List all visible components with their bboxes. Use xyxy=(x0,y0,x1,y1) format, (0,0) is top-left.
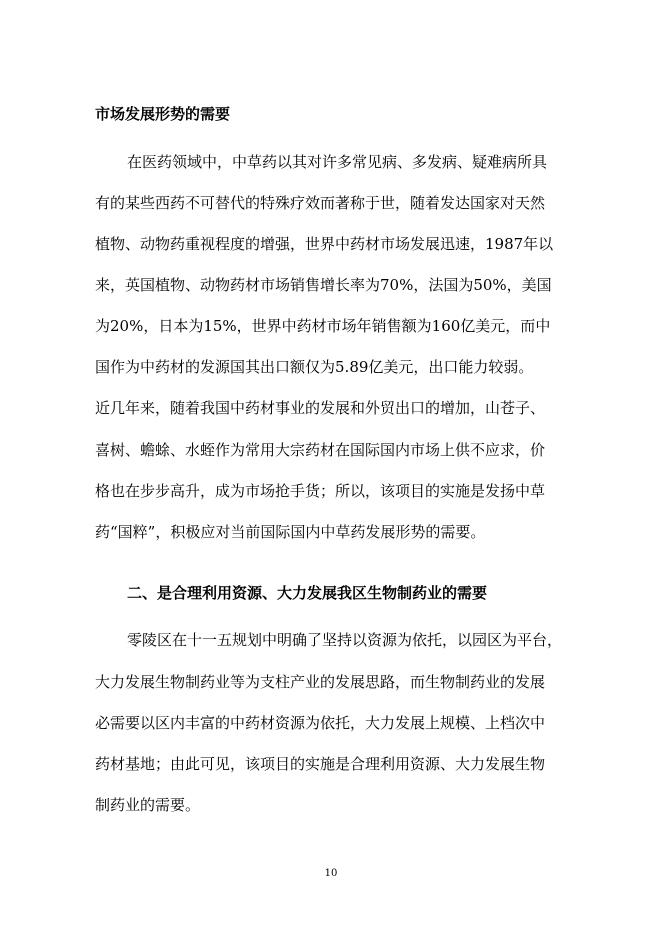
paragraph-line: 植物、动物药重视程度的增强，世界中药材市场发展迅速，1987年以 xyxy=(95,235,554,253)
paragraph-line: 必需要以区内丰富的中药材资源为依托，大力发展上规模、上档次中 xyxy=(95,714,546,732)
paragraph-line: 近几年来，随着我国中药材事业的发展和外贸出口的增加，山苍子、 xyxy=(95,399,546,417)
paragraph-line: 药“国粹”，积极应对当前国际国内中草药发展形势的需要。 xyxy=(95,523,486,541)
paragraph-line: 有的某些西药不可替代的特殊疗效而著称于世，随着发达国家对天然 xyxy=(95,194,546,212)
paragraph-line: 格也在步步高升，成为市场抢手货；所以，该项目的实施是发扬中草 xyxy=(95,482,546,500)
paragraph-line: 零陵区在十一五规划中明确了坚持以资源为依托，以园区为平台， xyxy=(127,631,563,649)
paragraph-line: 药材基地；由此可见，该项目的实施是合理利用资源、大力发展生物 xyxy=(95,755,546,773)
paragraph-line: 喜树、蟾蜍、水蛭作为常用大宗药材在国际国内市场上供不应求，价 xyxy=(95,441,546,459)
paragraph-line: 大力发展生物制药业等为支柱产业的发展思路，而生物制药业的发展 xyxy=(95,673,546,691)
paragraph-line: 来，英国植物、动物药材市场销售增长率为70%，法国为50%，美国 xyxy=(95,276,552,294)
section-heading-resources: 二、是合理利用资源、大力发展我区生物制药业的需要 xyxy=(127,584,488,602)
paragraph-line: 国作为中药材的发源国其出口额仅为5.89亿美元，出口能力较弱。 xyxy=(95,358,534,376)
section-heading-market: 市场发展形势的需要 xyxy=(95,105,231,123)
paragraph-line: 为20%，日本为15%，世界中药材市场年销售额为160亿美元，而中 xyxy=(95,317,551,335)
page-number: 10 xyxy=(324,868,338,879)
paragraph-line: 制药业的需要。 xyxy=(95,796,201,814)
paragraph-line: 在医药领域中，中草药以其对许多常见病、多发病、疑难病所具 xyxy=(127,153,548,171)
